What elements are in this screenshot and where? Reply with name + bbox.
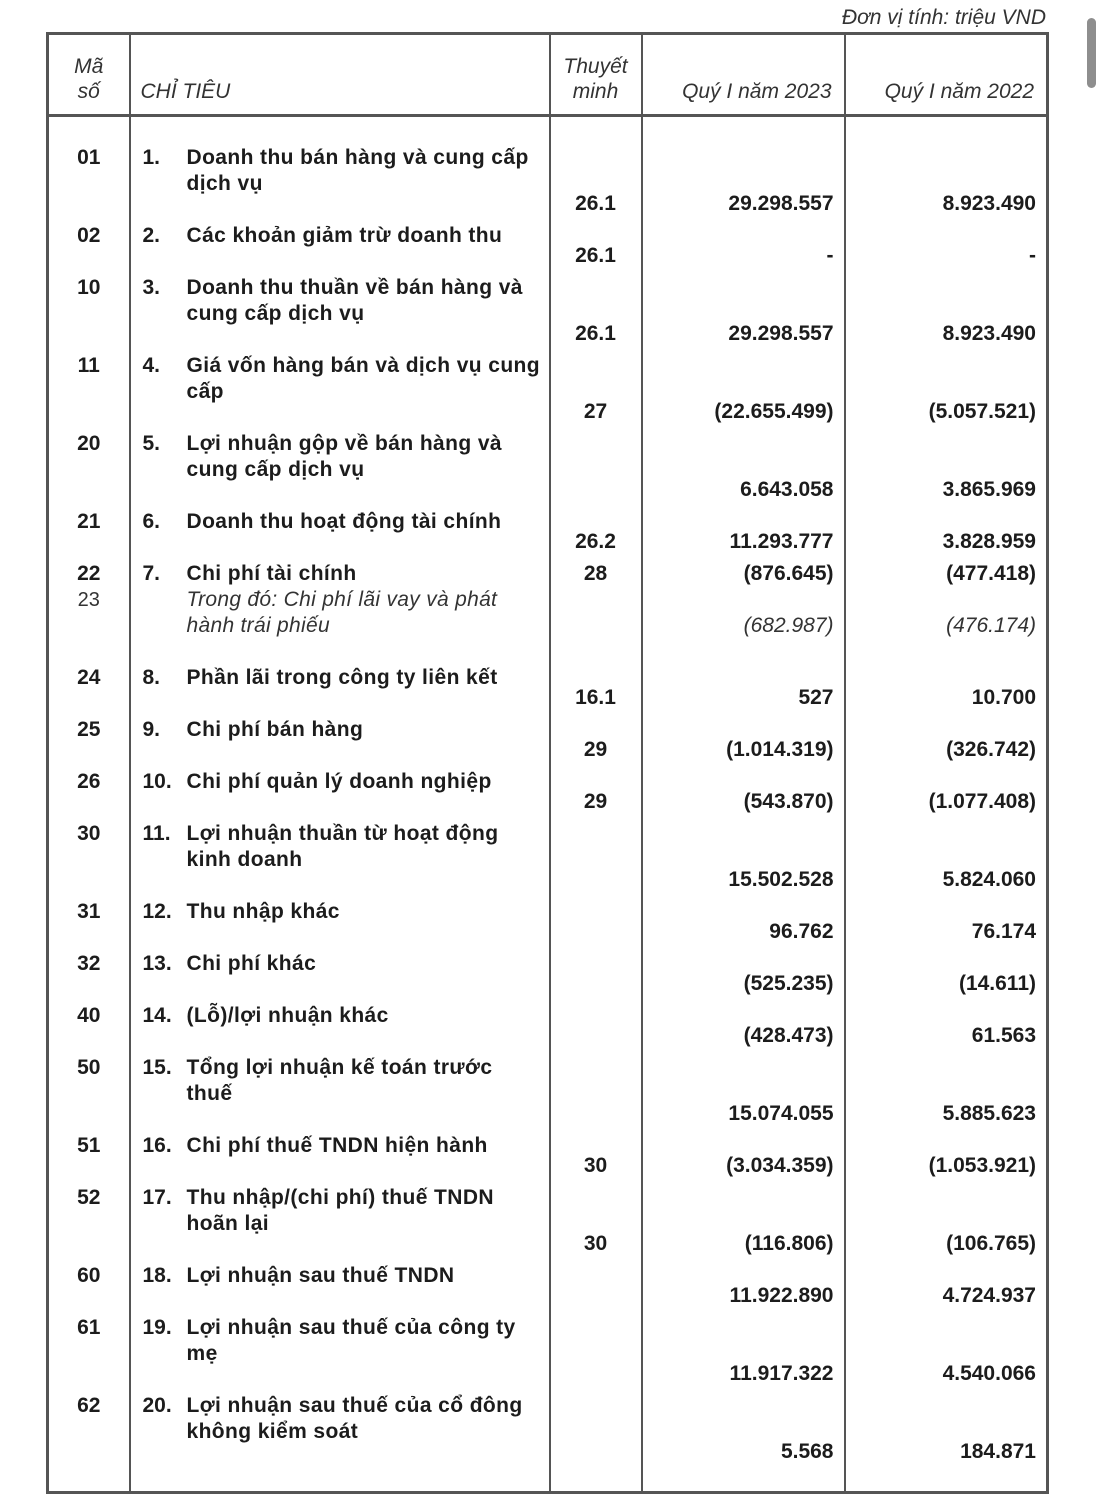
value-2023: 15.502.528 — [642, 817, 845, 895]
table-row — [48, 1259, 1048, 1311]
row-note: 26.1 — [550, 219, 642, 271]
row-label — [130, 505, 550, 557]
value-2022: (326.742) — [845, 713, 1048, 765]
row-label-text: Chi phí tài chính — [186, 562, 357, 585]
row-code: 52 — [48, 1181, 130, 1259]
row-label — [130, 1311, 550, 1389]
row-note — [550, 999, 642, 1051]
header-period-2023: Quý I năm 2023 — [642, 34, 845, 116]
row-label — [130, 947, 550, 999]
row-note: 28 — [550, 557, 642, 661]
row-note — [550, 1311, 642, 1389]
row-label-text: Lợi nhuận gộp về bán hàng và cung cấp dịch vụ — [186, 432, 502, 481]
row-note — [550, 1389, 642, 1467]
row-label-text: Doanh thu thuần về bán hàng và cung cấp dịch vụ — [186, 276, 523, 325]
value-2023: 11.922.890 — [642, 1259, 845, 1311]
value-2023: (22.655.499) — [642, 349, 845, 427]
value-2023: (116.806) — [642, 1181, 845, 1259]
value-2023: 29.298.557 — [642, 271, 845, 349]
row-note: 29 — [550, 765, 642, 817]
value-2023: (3.034.359) — [642, 1129, 845, 1181]
table-row — [48, 219, 1048, 271]
row-code: 22 23 — [48, 557, 130, 661]
row-label — [130, 1389, 550, 1467]
table-row — [48, 661, 1048, 713]
table-row — [48, 999, 1048, 1051]
row-number: 15. — [142, 1056, 172, 1079]
row-code: 60 — [48, 1259, 130, 1311]
row-label-text: (Lỗ)/lợi nhuận khác — [186, 1004, 389, 1027]
row-label-text: Phần lãi trong công ty liên kết — [186, 666, 498, 689]
sub-value-2023: (682.987) — [743, 614, 834, 637]
row-code: 21 — [48, 505, 130, 557]
row-number: 19. — [142, 1316, 172, 1339]
table-row — [48, 505, 1048, 557]
row-label — [130, 271, 550, 349]
value-2022: (14.611) — [845, 947, 1048, 999]
table-row — [48, 271, 1048, 349]
row-code: 26 — [48, 765, 130, 817]
row-code: 24 — [48, 661, 130, 713]
row-code: 61 — [48, 1311, 130, 1389]
row-label — [130, 219, 550, 271]
row-number: 12. — [142, 900, 172, 923]
table-row — [48, 947, 1048, 999]
row-label-text: Chi phí bán hàng — [186, 718, 364, 741]
row-label-text: Chi phí thuế TNDN hiện hành — [186, 1134, 488, 1157]
value-2022: 3.828.959 — [845, 505, 1048, 557]
row-number: 14. — [142, 1004, 172, 1027]
sub-value-2022: (476.174) — [946, 614, 1036, 637]
value-2022: (106.765) — [845, 1181, 1048, 1259]
row-number: 20. — [142, 1394, 172, 1417]
row-note: 29 — [550, 713, 642, 765]
row-label-text: Tổng lợi nhuận kế toán trước thuế — [186, 1056, 493, 1105]
row-note — [550, 427, 642, 505]
value-2022: 4.540.066 — [845, 1311, 1048, 1389]
row-note — [550, 817, 642, 895]
row-label — [130, 1259, 550, 1311]
row-label-text: Lợi nhuận sau thuế của cổ đông không kiểm soát — [186, 1394, 523, 1443]
value-2022: 76.174 — [845, 895, 1048, 947]
header-code: Mã số — [48, 34, 130, 116]
value-2022: (1.053.921) — [845, 1129, 1048, 1181]
row-code: 11 — [48, 349, 130, 427]
row-code: 30 — [48, 817, 130, 895]
row-number: 3. — [142, 276, 161, 299]
row-note: 16.1 — [550, 661, 642, 713]
value-2023: (1.014.319) — [642, 713, 845, 765]
row-sub-label: Trong đó: Chi phí lãi vay và phát hành trái phiếu — [186, 588, 498, 637]
row-number: 7. — [142, 562, 161, 585]
row-note — [550, 1259, 642, 1311]
value-2023: (428.473) — [642, 999, 845, 1051]
value-2023: (876.645) (682.987) — [642, 557, 845, 661]
value-2023: 11.293.777 — [642, 505, 845, 557]
row-label-text: Thu nhập khác — [186, 900, 340, 923]
unit-label: Đơn vị tính: triệu VND — [841, 6, 1046, 29]
table-row — [48, 557, 1048, 661]
value-2023: (525.235) — [642, 947, 845, 999]
row-number: 6. — [142, 510, 161, 533]
row-label — [130, 557, 550, 661]
value-2023: 96.762 — [642, 895, 845, 947]
value-2022: 8.923.490 — [845, 271, 1048, 349]
row-label-text: Doanh thu hoạt động tài chính — [186, 510, 502, 533]
table-row — [48, 895, 1048, 947]
row-number: 4. — [142, 354, 161, 377]
table-row — [48, 141, 1048, 219]
header-indicator: CHỈ TIÊU — [130, 34, 550, 116]
row-label-text: Chi phí khác — [186, 952, 317, 975]
row-number: 18. — [142, 1264, 172, 1287]
value-2022: (5.057.521) — [845, 349, 1048, 427]
row-label — [130, 141, 550, 219]
row-code: 02 — [48, 219, 130, 271]
row-code: 62 — [48, 1389, 130, 1467]
row-code: 31 — [48, 895, 130, 947]
row-code: 40 — [48, 999, 130, 1051]
row-label-text: Chi phí quản lý doanh nghiệp — [186, 770, 492, 793]
row-note: 30 — [550, 1129, 642, 1181]
row-number: 10. — [142, 770, 172, 793]
table-row — [48, 1129, 1048, 1181]
row-number: 9. — [142, 718, 161, 741]
value-2022: 184.871 — [845, 1389, 1048, 1467]
row-code: 50 — [48, 1051, 130, 1129]
table-row — [48, 1389, 1048, 1467]
row-note: 26.1 — [550, 271, 642, 349]
row-label-text: Lợi nhuận sau thuế TNDN — [186, 1264, 455, 1287]
table-header-row — [48, 34, 1048, 116]
scrollbar-thumb[interactable] — [1087, 18, 1096, 88]
row-number: 16. — [142, 1134, 172, 1157]
row-note: 30 — [550, 1181, 642, 1259]
row-number: 13. — [142, 952, 172, 975]
value-2023: 29.298.557 — [642, 141, 845, 219]
table-row — [48, 349, 1048, 427]
row-label-text: Thu nhập/(chi phí) thuế TNDN hoãn lại — [186, 1186, 494, 1235]
table-row — [48, 1181, 1048, 1259]
income-statement-table — [46, 32, 1049, 1494]
row-number: 17. — [142, 1186, 172, 1209]
value-2022: 4.724.937 — [845, 1259, 1048, 1311]
row-number: 1. — [142, 146, 161, 169]
table-row — [48, 765, 1048, 817]
table-row — [48, 1311, 1048, 1389]
row-number: 11. — [142, 822, 171, 845]
row-note: 27 — [550, 349, 642, 427]
row-sub-code: 23 — [77, 589, 100, 611]
row-label-text: Lợi nhuận thuần từ hoạt động kinh doanh — [186, 822, 499, 871]
value-2023: 527 — [642, 661, 845, 713]
value-2023: 11.917.322 — [642, 1311, 845, 1389]
row-code: 01 — [48, 141, 130, 219]
row-label — [130, 1129, 550, 1181]
row-note — [550, 1051, 642, 1129]
row-label — [130, 895, 550, 947]
row-label — [130, 1051, 550, 1129]
row-code: 32 — [48, 947, 130, 999]
row-label — [130, 427, 550, 505]
row-label — [130, 817, 550, 895]
value-2023: 15.074.055 — [642, 1051, 845, 1129]
value-2022: 8.923.490 — [845, 141, 1048, 219]
value-2023: 5.568 — [642, 1389, 845, 1467]
header-note: Thuyết minh — [550, 34, 642, 116]
row-label-text: Lợi nhuận sau thuế của công ty mẹ — [186, 1316, 516, 1365]
row-code: 25 — [48, 713, 130, 765]
value-2023: - — [642, 219, 845, 271]
row-note — [550, 895, 642, 947]
row-number: 2. — [142, 224, 161, 247]
row-label — [130, 765, 550, 817]
value-2022: 10.700 — [845, 661, 1048, 713]
row-label — [130, 661, 550, 713]
value-2023: 6.643.058 — [642, 427, 845, 505]
value-2022: 5.885.623 — [845, 1051, 1048, 1129]
row-note: 26.2 — [550, 505, 642, 557]
table-row — [48, 1051, 1048, 1129]
value-2022: 61.563 — [845, 999, 1048, 1051]
value-2022: (477.418) (476.174) — [845, 557, 1048, 661]
row-code: 20 — [48, 427, 130, 505]
value-2022: (1.077.408) — [845, 765, 1048, 817]
value-2022: - — [845, 219, 1048, 271]
row-code: 51 — [48, 1129, 130, 1181]
value-2022: 3.865.969 — [845, 427, 1048, 505]
value-2022: 5.824.060 — [845, 817, 1048, 895]
table-row — [48, 713, 1048, 765]
row-label-text: Giá vốn hàng bán và dịch vụ cung cấp — [186, 354, 541, 403]
table-row — [48, 427, 1048, 505]
row-note — [550, 947, 642, 999]
row-label — [130, 999, 550, 1051]
value-2023: (543.870) — [642, 765, 845, 817]
row-number: 5. — [142, 432, 161, 455]
row-label-text: Doanh thu bán hàng và cung cấp dịch vụ — [186, 146, 529, 195]
row-label — [130, 349, 550, 427]
row-label — [130, 1181, 550, 1259]
table-row — [48, 817, 1048, 895]
row-label-text: Các khoản giảm trừ doanh thu — [186, 224, 503, 247]
row-code: 10 — [48, 271, 130, 349]
row-number: 8. — [142, 666, 161, 689]
row-label — [130, 713, 550, 765]
header-period-2022: Quý I năm 2022 — [845, 34, 1048, 116]
row-note: 26.1 — [550, 141, 642, 219]
